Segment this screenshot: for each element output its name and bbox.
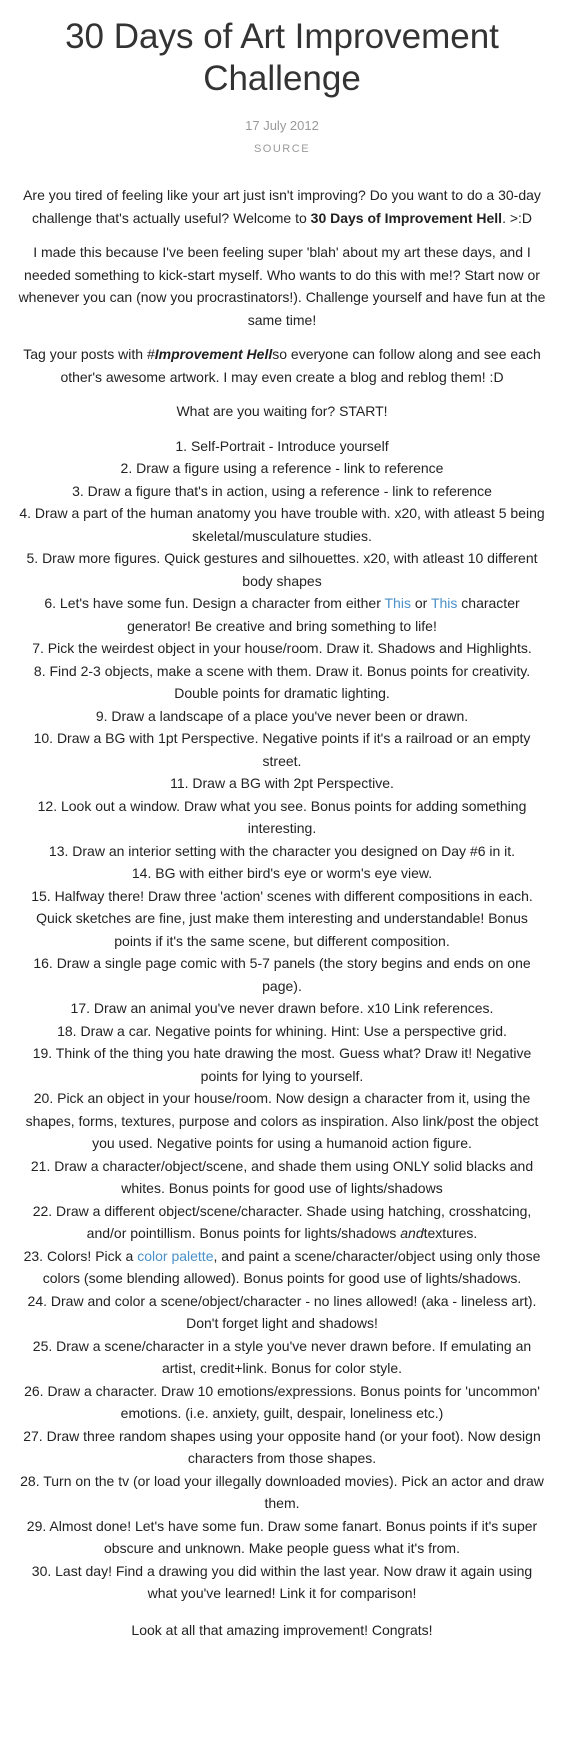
post-date: 17 July 2012 — [245, 118, 319, 133]
post-body — [16, 184, 548, 1641]
list-item: 24. Draw and color a scene/object/character - no lines allowed! (aka - lineless art). Don't forget light and shadows! — [27, 1292, 537, 1331]
item-text: 23. Colors! Pick a — [23, 1247, 138, 1264]
tag-text: Tag your posts with # — [23, 346, 155, 362]
list-item: 12. Look out a window. Draw what you see. Bonus points for adding something interesting. — [37, 797, 527, 836]
item-text: 6. Let's have some fun. Design a character from either — [44, 595, 385, 611]
item-text: 22. Draw a different object/scene/character. Shade using hatching, crosshatcing, and/or pointillism. Bonus points for lights/shadows — [32, 1202, 532, 1241]
list-item: 4. Draw a part of the human anatomy you have trouble with. x20, with atleast 5 being skeletal/musculature studies. — [19, 505, 545, 544]
list-item: 28. Turn on the tv (or load your illegally downloaded movies). Pick an actor and draw them. — [20, 1472, 544, 1511]
list-item: 17. Draw an animal you've never drawn before. x10 Link references. — [70, 1000, 494, 1016]
challenge-name: 30 Days of Improvement Hell — [310, 209, 503, 226]
item-text: or — [410, 595, 431, 611]
item-text: character generator! Be creative and bring something to life! — [127, 595, 520, 634]
list-item: 26. Draw a character. Draw 10 emotions/expressions. Bonus points for 'uncommon' emotions. (i.e. anxiety, guilt, despair, loneliness etc.) — [24, 1382, 540, 1421]
list-item: 29. Almost done! Let's have some fun. Draw some fanart. Bonus points if it's super obscure and unknown. Make people guess what it's from. — [26, 1517, 538, 1556]
list-item: 15. Halfway there! Draw three 'action' scenes with different compositions in each. Quick sketches are fine, just make them interesting and understandable! Bonus points if it's the same scene, but different composition. — [31, 887, 533, 949]
list-item: 27. Draw three random shapes using your opposite hand (or your foot). Now design characters from those shapes. — [23, 1427, 541, 1466]
list-item: 9. Draw a landscape of a place you've never been or drawn. — [95, 707, 469, 724]
list-item: 11. Draw a BG with 2pt Perspective. — [170, 775, 394, 791]
list-item: 3. Draw a figure that's in action, using a reference - link to reference — [72, 482, 492, 499]
source-link[interactable]: SOURCE — [253, 143, 311, 155]
item-text: textures. — [423, 1225, 478, 1241]
list-item: 8. Find 2-3 objects, make a scene with them. Draw it. Bonus points for creativity. Double points for dramatic lighting. — [33, 662, 531, 701]
list-item: 25. Draw a scene/character in a style you've never drawn before. If emulating an artist, credit+link. Bonus for color style. — [32, 1337, 532, 1376]
list-item: 20. Pick an object in your house/room. Now design a character from it, using the shapes, forms, textures, purpose and colors as inspiration. Also link/post the object you used. Negative points for using a humanoid action figure. — [25, 1090, 539, 1151]
emphasis-text: and — [400, 1225, 424, 1241]
intro-text: Are you tired of feeling like your art just isn't improving? Do you want to do a 30-day challenge that's actually useful? Welcome to — [23, 187, 541, 226]
generator-link-1[interactable]: This — [384, 595, 411, 611]
tag-text: so everyone can follow along and see each other's awesome artwork. I may even create a blog and reblog them! :D — [60, 346, 541, 385]
list-item — [16, 1245, 548, 1290]
list-item: 10. Draw a BG with 1pt Perspective. Negative points if it's a railroad or an empty street. — [33, 730, 531, 769]
list-item: 19. Think of the thing you hate drawing the most. Guess what? Draw it! Negative points for lying to yourself. — [32, 1045, 532, 1084]
generator-link-2[interactable]: This — [430, 595, 458, 611]
list-item: 18. Draw a car. Negative points for whining. Hint: Use a perspective grid. — [57, 1022, 507, 1039]
list-item: 16. Draw a single page comic with 5-7 panels (the story begins and ends on one page). — [33, 955, 531, 994]
closing-line: Look at all that amazing improvement! Congrats! — [131, 1621, 433, 1638]
list-item: 1. Self-Portrait - Introduce yourself — [175, 437, 389, 454]
list-item: 30. Last day! Find a drawing you did within the last year. Now draw it again using what you've learned! Link it for comparison! — [31, 1562, 533, 1601]
list-item: 21. Draw a character/object/scene, and shade them using ONLY solid blacks and whites. Bonus points for good use of lights/shadows — [30, 1157, 534, 1196]
intro-paragraph-3 — [16, 343, 548, 388]
challenge-list — [16, 435, 548, 1605]
list-item — [16, 592, 548, 637]
list-item: 13. Draw an interior setting with the character you designed on Day #6 in it. — [48, 842, 516, 859]
list-item: 2. Draw a figure using a reference - link to reference — [120, 460, 444, 476]
item-text: , and paint a scene/character/object using only those colors (some blending allowed). Bonus points for good use of lights/shadows. — [42, 1247, 541, 1286]
color-palette-link[interactable]: color palette — [137, 1247, 214, 1264]
intro-paragraph-1 — [16, 184, 548, 229]
intro-paragraph-2: I made this because I've been feeling super 'blah' about my art these days, and I needed something to kick-start myself. Who wants to do this with me!? Start now or whenever you can (now you procrastinators!). Challenge yourself and have fun at the same time! — [18, 244, 546, 328]
intro-text: . >:D — [502, 209, 533, 226]
intro-paragraph-4: What are you waiting for? START! — [176, 403, 388, 419]
list-item — [16, 1200, 548, 1245]
list-item: 7. Pick the weirdest object in your house/room. Draw it. Shadows and Highlights. — [32, 640, 532, 656]
list-item: 14. BG with either bird's eye or worm's eye view. — [131, 865, 433, 881]
post-title: 30 Days of Art Improvement Challenge — [65, 17, 499, 98]
hashtag: Improvement Hell — [154, 346, 273, 362]
list-item: 5. Draw more figures. Quick gestures and silhouettes. x20, with atleast 10 different body shapes — [26, 550, 538, 589]
